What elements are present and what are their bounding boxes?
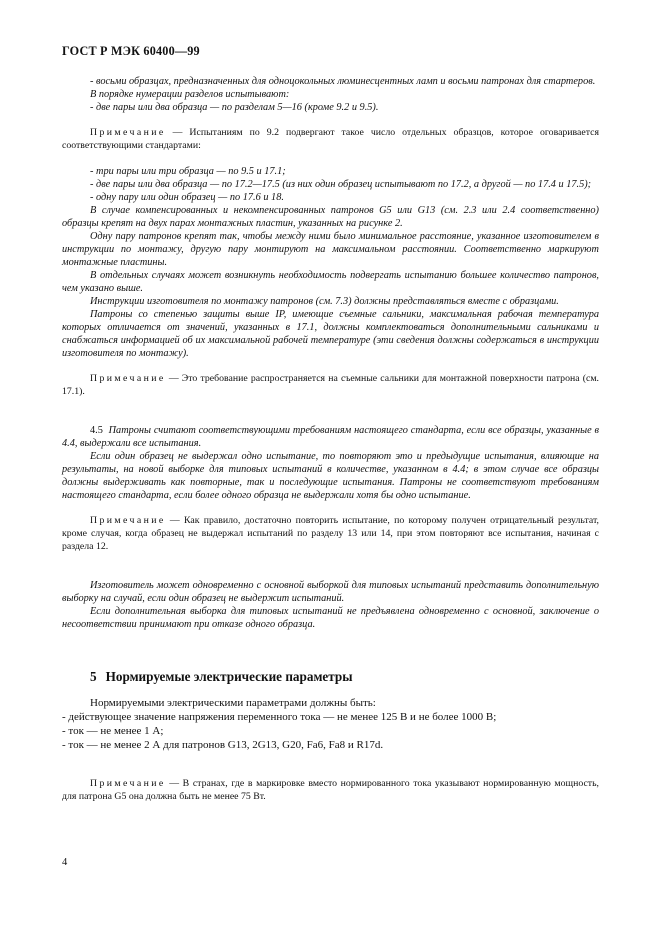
paragraph: Изготовитель может одновременно с основной выборкой для типовых испытаний представить дополнительную выборку на случай, если один образец не выдержит испытаний. [62, 580, 599, 605]
paragraph: В отдельных случаях может возникнуть необходимость подвергать испытанию большее количество патронов, чем указано выше. [62, 270, 599, 295]
note-paragraph [62, 373, 599, 398]
page-body [62, 75, 599, 803]
list-item: - две пары или два образца — по 17.2—17.5 (из них один образец испытывают по 17.2, а другой — по 17.4 и 17.5); [90, 179, 592, 191]
note-paragraph [62, 515, 599, 553]
note-text: — Испытаниям по 9.2 подвергают такое число отдельных образцов, которое оговаривается соответствующими стандартами: [62, 127, 600, 151]
clause-paragraph [62, 424, 599, 450]
clause-number: 4.5 [90, 425, 103, 437]
page-number: 4 [62, 857, 68, 868]
list-item: - две пары или два образца — по разделам 5—16 (кроме 9.2 и 9.5). [90, 102, 379, 113]
list-item: - ток — не менее 2 А для патронов G13, 2G13, G20, Fa6, Fa8 и R17d. [62, 739, 384, 752]
list-item: - восьми образцах, предназначенных для одноцокольных люминесцентных ламп и восьми патронах для стартеров. [90, 76, 596, 87]
paragraph: В случае компенсированных и некомпенсированных патронов G5 или G13 (см. 2.3 или 2.4 соответственно) образцы крепят на двух парах монтажных пластин, указанных на рисунке 2. [62, 205, 599, 230]
paragraph: В порядке нумерации разделов испытывают: [90, 89, 290, 100]
note-paragraph [62, 778, 599, 803]
note-text: — Это требование распространяется на съемные сальники для монтажной поверхности патрона (см. 17.1). [62, 373, 599, 397]
clause-text: Патроны считают соответствующими требованиям настоящего стандарта, если все образцы, указанные в 4.4, выдержали все испытания. [62, 425, 599, 450]
note-label: Примечание [90, 127, 166, 138]
list-item: - ток — не менее 1 А; [62, 725, 164, 738]
note-text: — Как правило, достаточно повторить испытание, по которому получен отрицательный результат, кроме случая, когда образец не выдержал испытаний по разделу 13 или 14, при этом повторяют все испытания, начиная с раздела 12. [62, 515, 600, 552]
list-item: - три пары или три образца — по 9.5 и 17.1; [90, 166, 286, 178]
note-label: Примечание [90, 373, 166, 385]
section-heading [62, 670, 599, 683]
section-title: Нормируемые электрические параметры [105, 669, 353, 685]
list-item: - одну пару или один образец — по 17.6 и 18. [90, 192, 284, 204]
note-paragraph [62, 127, 599, 152]
paragraph: Инструкции изготовителя по монтажу патронов (см. 7.3) должны представляться вместе с образцами. [90, 296, 559, 308]
paragraph: Если один образец не выдержал одно испытание, то повторяют это и предыдущие испытания, влияющие на результаты, на новой выборке для типовых испытаний в количестве, указанном в 4.4; в этом случае все образцы должны выдерживать как повторные, так и последующие испытания. Патроны не соответствуют требованиям настоящего стандарта, если более одного образца не выдержали хотя бы одно испытание. [62, 451, 599, 502]
paragraph: Патроны со степенью защиты выше IP, имеющие съемные сальники, максимальная рабочая температура которых отличается от значений, указанных в 17.1, должны комплектоваться дополнительными сальниками и снабжаться информацией об их максимальной рабочей температуре (эти сведения должны содержаться в инструкции изготовителя по монтажу). [62, 309, 599, 360]
paragraph: Одну пару патронов крепят так, чтобы между ними было минимальное расстояние, указанное изготовителем в инструкции по монтажу, другую пару монтируют на максимальном расстоянии. Соответственно маркируют монтажные пластины. [62, 231, 599, 269]
note-text: — В странах, где в маркировке вместо нормированного тока указывают нормированную мощность, для патрона G5 она должна быть не менее 75 Вт. [62, 778, 600, 802]
document-header: ГОСТ Р МЭК 60400—99 [62, 44, 200, 58]
list-item: - действующее значение напряжения переменного тока — не менее 125 В и не более 1000 В; [62, 711, 497, 724]
paragraph: Нормируемыми электрическими параметрами должны быть: [90, 697, 376, 710]
note-label: Примечание [90, 778, 166, 790]
section-number: 5 [90, 669, 97, 685]
paragraph: Если дополнительная выборка для типовых испытаний не предъявлена одновременно с основной, заключение о несоответствии принимают при отказе одного образца. [62, 606, 599, 631]
note-label: Примечание [90, 515, 166, 527]
